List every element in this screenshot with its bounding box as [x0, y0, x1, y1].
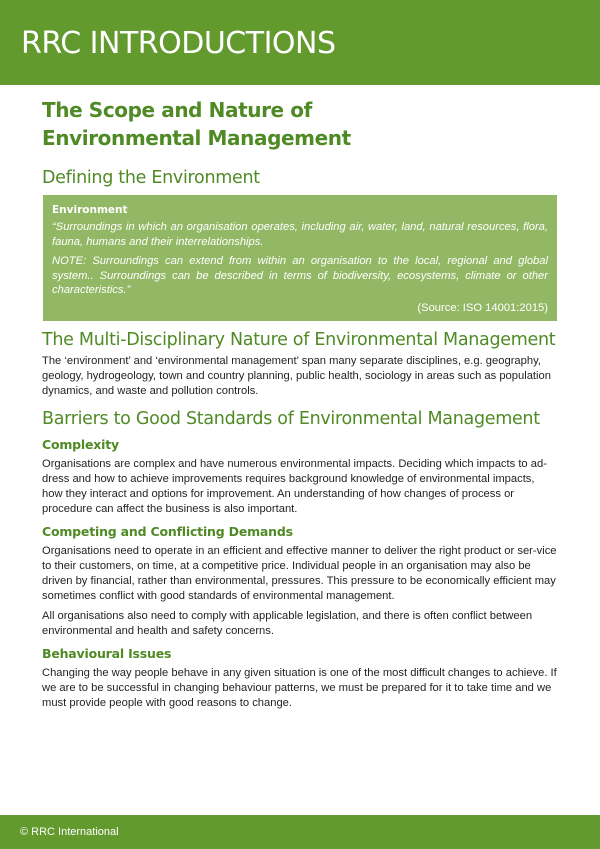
- subsection-title-complexity: Complexity: [42, 436, 119, 452]
- paragraph-competing-demands-2: All organisations also need to comply with applicable legislation, and there is often conflict between environmental and health and safety concerns.: [42, 609, 533, 637]
- subsection-title-competing-demands: Competing and Conflicting Demands: [42, 523, 293, 539]
- page-header-band: [0, 0, 600, 85]
- section-title-multidisciplinary: The Multi-Disciplinary Nature of Environmental Management: [42, 329, 556, 350]
- section-title-defining-environment: Defining the Environment: [42, 168, 260, 188]
- page-content: [42, 96, 558, 711]
- definition-source: (Source: ISO 14001:2015): [417, 301, 548, 314]
- definition-box: [43, 195, 557, 321]
- definition-term: Environment: [52, 204, 128, 216]
- section-title-barriers: Barriers to Good Standards of Environmental Management: [42, 408, 540, 429]
- paragraph-competing-demands-1: Organisations need to operate in an efficient and effective manner to deliver the right product or ser-vice to their customers, on time, at a competitive price. Individual people in an organisation may also be driven by financial, rather than environmental, pressures. This pressure to be economically efficient may sometimes conflict with good standards of environmental management.: [42, 544, 557, 602]
- header-title: RRC INTRODUCTIONS: [21, 26, 336, 61]
- definition-note: NOTE: Surroundings can extend from within an organisation to the local, regional and global system.. Surroundings can be described in terms of biodiversity, ecosystems, climate or other characteristics.”: [52, 255, 548, 296]
- page-title: The Scope and Nature of Environmental Management: [42, 98, 351, 150]
- footer-copyright: © RRC International: [20, 826, 119, 838]
- page-footer-band: [0, 815, 600, 849]
- paragraph-multidisciplinary: The ‘environment’ and ‘environmental management’ span many separate disciplines, e.g. geography, geology, hydrogeology, town and country planning, public health, sociology in areas such as population dynamics, and waste and pollution controls.: [42, 354, 551, 397]
- paragraph-complexity: Organisations are complex and have numerous environmental impacts. Deciding which impacts to ad-dress and how to achieve improvements requires background knowledge of environmental impacts, how they interact and options for improvement. An understanding of how changes of process or procedure can affect the business is also important.: [42, 457, 547, 515]
- paragraph-behavioural-issues: Changing the way people behave in any given situation is one of the most difficult changes to achieve. If we are to be successful in changing behaviour patterns, we must be prepared for it to take time and we must provide people with good reasons to change.: [42, 666, 557, 709]
- definition-text: “Surroundings in which an organisation operates, including air, water, land, natural resources, flora, fauna, humans and their interrelationships.: [52, 221, 548, 248]
- subsection-title-behavioural-issues: Behavioural Issues: [42, 645, 172, 661]
